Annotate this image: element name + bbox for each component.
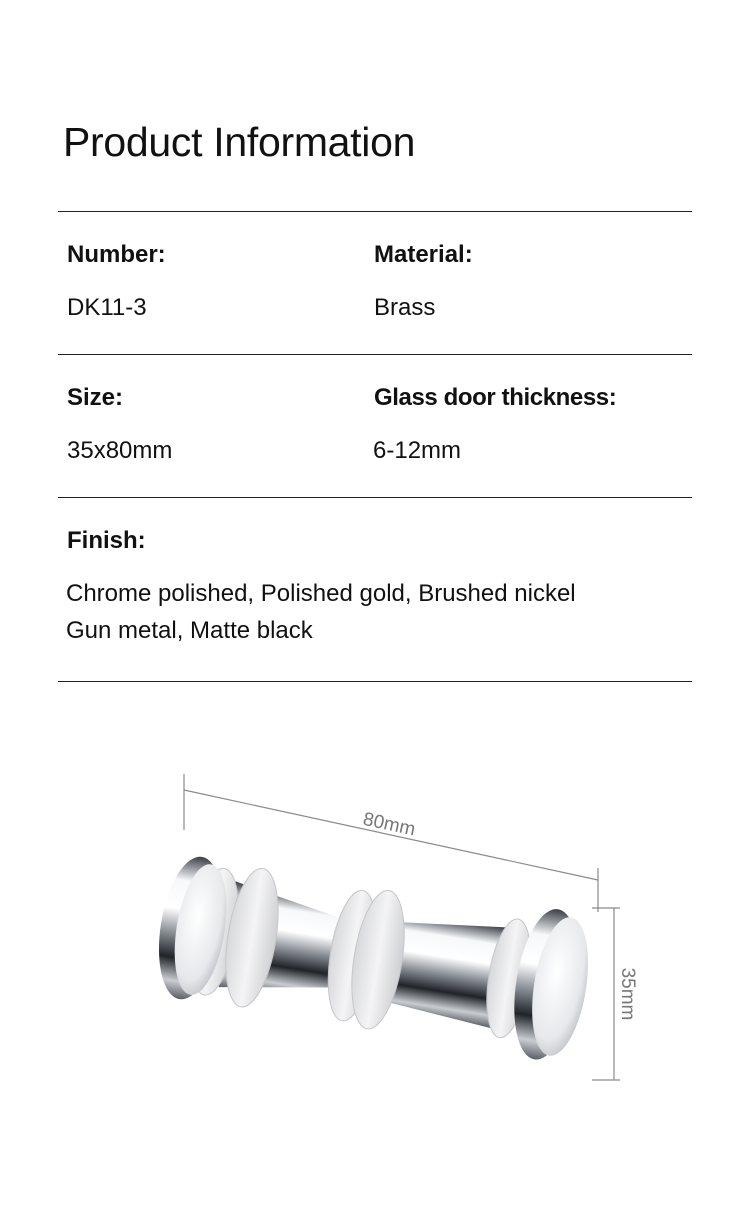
finish-label: Finish:: [67, 527, 146, 554]
knob-body: [149, 848, 597, 1065]
product-image: [0, 740, 750, 1140]
divider: [58, 354, 692, 355]
height-dimension-label: 35mm: [617, 967, 638, 1021]
material-value: Brass: [374, 294, 436, 321]
divider: [58, 211, 692, 212]
number-label: Number:: [67, 241, 166, 268]
size-label: Size:: [67, 384, 124, 411]
finish-line: Chrome polished, Polished gold, Brushed nickel: [66, 580, 576, 607]
length-dimension-label: 80mm: [361, 808, 418, 841]
divider: [58, 497, 692, 498]
finish-line: Gun metal, Matte black: [66, 617, 313, 644]
number-value: DK11-3: [67, 294, 147, 321]
divider: [58, 681, 692, 682]
page-title: Product Information: [63, 119, 416, 165]
glass-thickness-value: 6-12mm: [373, 437, 462, 464]
glass-thickness-label: Glass door thickness:: [374, 384, 617, 411]
finish-value: [66, 575, 576, 649]
material-label: Material:: [374, 241, 473, 268]
size-value: 35x80mm: [67, 437, 173, 464]
